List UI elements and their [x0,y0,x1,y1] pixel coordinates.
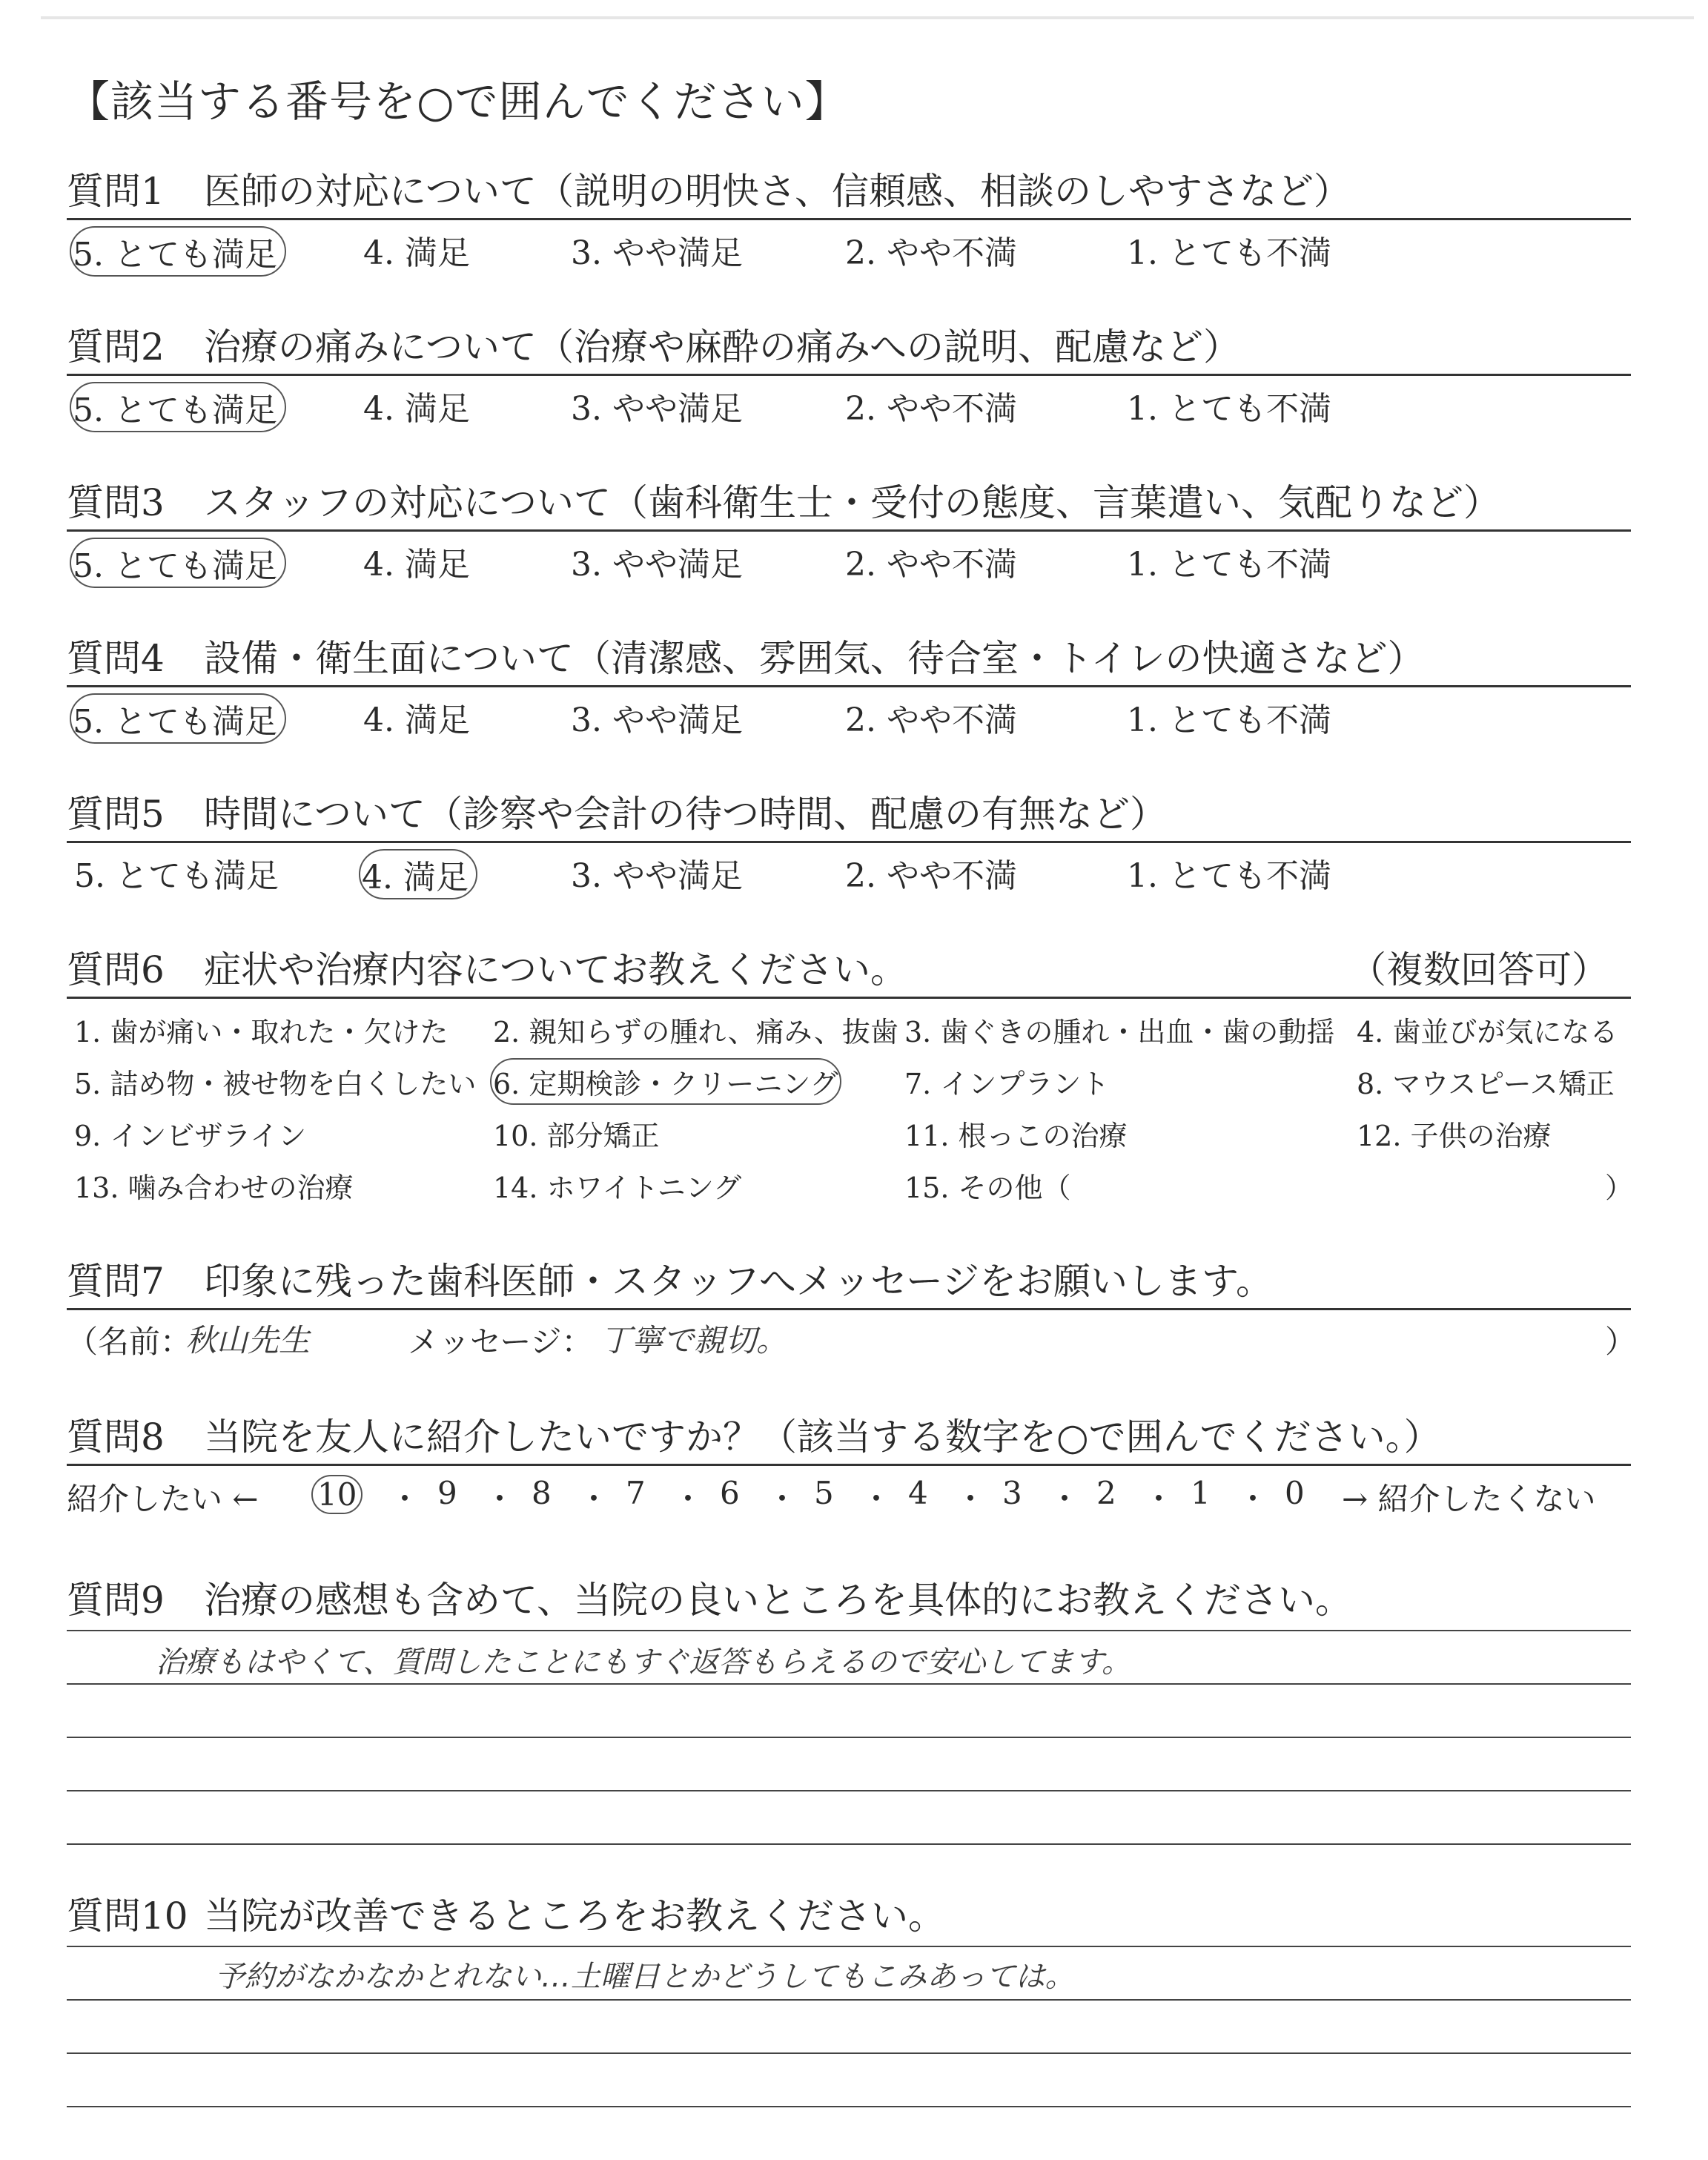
rating-option-3[interactable]: 3. やや満足 [571,390,743,428]
question-text: 当院を友人に紹介したいですか？（該当する数字を○で囲んでください。） [204,1416,1441,1459]
recommend-scale [67,1466,1631,1518]
symptom-option[interactable]: 9. インビザライン [74,1120,307,1152]
symptom-options [67,999,1634,1214]
question-number: 質問7 [67,1260,165,1303]
symptom-option[interactable]: 10. 部分矯正 [493,1120,660,1152]
other-close-paren: ） [1605,1172,1634,1204]
question-5 [67,787,1631,896]
question-text: 印象に残った歯科医師・スタッフへメッセージをお願いします。 [204,1260,1273,1303]
question-9 [67,1573,1631,1680]
symptom-option[interactable]: 7. インプラント [904,1068,1110,1100]
symptom-option[interactable]: 11. 根っこの治療 [904,1120,1128,1152]
question-text: 当院が改善できるところをお教えください。 [204,1895,945,1938]
question-3 [67,476,1631,585]
rating-option-5[interactable]: 5. とても満足 [70,538,286,588]
symptom-option[interactable]: 6. 定期検診・クリーニング [493,1061,838,1102]
rating-option-3[interactable]: 3. やや満足 [571,701,743,739]
answer-text[interactable]: 治療もはやくて、質問したことにもすぐ返答もらえるので安心してます。 [156,1645,1131,1680]
scale-option[interactable]: 8 [532,1475,552,1511]
symptom-option[interactable]: 5. 詰め物・被せ物を白くしたい [74,1068,477,1100]
rating-option-4[interactable]: 4. 満足 [359,849,477,899]
message-field[interactable]: 丁寧で親切。 [600,1322,788,1358]
scale-option[interactable]: 0 [1285,1475,1305,1511]
answer-line [67,2052,1631,2054]
scale-option[interactable]: 4 [908,1475,928,1511]
rating-option-5[interactable]: 5. とても満足 [70,226,286,277]
question-4 [67,632,1631,741]
rating-option-3[interactable]: 3. やや満足 [571,546,743,584]
question-number: 質問6 [67,948,165,991]
symptom-option[interactable]: 3. 歯ぐきの腫れ・出血・歯の動揺 [904,1016,1335,1048]
question-text: 医師の対応について（説明の明快さ、信頼感、相談のしやすさなど） [204,170,1351,213]
symptom-option[interactable]: 15. その他（ [904,1172,1071,1204]
question-1 [67,165,1631,274]
scale-right-label: → 紹介したくない [1342,1481,1596,1517]
rating-options [67,532,1631,585]
question-number: 質問3 [67,481,165,524]
question-2 [67,320,1631,429]
question-number: 質問4 [67,637,165,680]
multiple-answers-note: （複数回答可） [1349,948,1609,991]
scale-separator: ・ [578,1481,610,1517]
scale-option[interactable]: 6 [720,1475,740,1511]
symptom-option[interactable]: 8. マウスピース矯正 [1357,1068,1615,1100]
top-border [41,16,1694,19]
question-number: 質問2 [67,326,165,369]
rating-options [67,376,1631,429]
answer-line [67,1999,1631,2001]
question-number: 質問5 [67,793,165,836]
question-7 [67,1255,1637,1362]
name-field[interactable]: 秋山先生 [185,1322,311,1358]
symptom-option[interactable]: 14. ホワイトニング [493,1172,742,1204]
rating-option-2[interactable]: 2. やや不満 [845,390,1017,428]
rating-option-5[interactable]: 5. とても満足 [70,693,286,744]
rating-option-1[interactable]: 1. とても不満 [1127,701,1331,739]
rating-option-2[interactable]: 2. やや不満 [845,857,1017,895]
scale-option[interactable]: 1 [1191,1475,1211,1511]
page-title: 【該当する番号を○で囲んでください】 [67,76,849,127]
rating-option-3[interactable]: 3. やや満足 [571,857,743,895]
question-8 [67,1410,1631,1518]
name-label: （名前： [67,1324,192,1360]
rating-option-2[interactable]: 2. やや不満 [845,546,1017,584]
question-number: 質問8 [67,1416,165,1459]
scale-separator: ・ [955,1481,987,1517]
answer-line [67,1946,1631,1947]
answer-line [67,1630,1631,1631]
rating-option-5[interactable]: 5. とても満足 [70,382,286,432]
scale-option[interactable]: 7 [626,1475,646,1511]
symptom-option[interactable]: 12. 子供の治療 [1357,1120,1552,1152]
rating-option-4[interactable]: 4. 満足 [363,701,470,739]
message-row [67,1310,1637,1362]
rating-option-4[interactable]: 4. 満足 [363,546,470,584]
rating-option-2[interactable]: 2. やや不満 [845,701,1017,739]
question-text: 設備・衛生面について（清潔感、雰囲気、待合室・トイレの快適さなど） [204,637,1425,680]
scale-option[interactable]: 10 [311,1475,363,1514]
answer-line [67,1843,1631,1845]
answer-line [67,1683,1631,1685]
question-number: 質問10 [67,1895,188,1938]
scale-separator: ・ [861,1481,893,1517]
answer-line [67,1737,1631,1738]
question-text: 症状や治療内容についてお教えください。 [204,948,907,991]
question-10 [67,1889,1631,1994]
rating-options [67,687,1631,741]
message-label: メッセージ： [408,1324,593,1360]
rating-option-4[interactable]: 4. 満足 [363,234,470,272]
rating-option-1[interactable]: 1. とても不満 [1127,234,1331,272]
rating-options [67,843,1631,896]
scale-separator: ・ [1049,1481,1081,1517]
rating-options [67,220,1631,274]
rating-option-1[interactable]: 1. とても不満 [1127,857,1331,895]
question-number: 質問9 [67,1579,165,1622]
answer-line [67,2106,1631,2107]
scale-left-label: 紹介したい ← [67,1481,259,1517]
rating-option-2[interactable]: 2. やや不満 [845,234,1017,272]
scale-option[interactable]: 9 [437,1475,457,1511]
scale-separator: ・ [484,1481,516,1517]
rating-option-1[interactable]: 1. とても不満 [1127,546,1331,584]
rating-option-4[interactable]: 4. 満足 [363,390,470,428]
question-number: 質問1 [67,170,165,213]
scale-option[interactable]: 2 [1096,1475,1116,1511]
question-text: 治療の感想も含めて、当院の良いところを具体的にお教えください。 [204,1579,1352,1622]
question-6 [67,943,1634,1214]
question-text: 治療の痛みについて（治療や麻酔の痛みへの説明、配慮など） [204,326,1240,369]
answer-line [67,1790,1631,1791]
scale-separator: ・ [767,1481,798,1517]
scale-separator: ・ [1237,1481,1269,1517]
symptom-option[interactable]: 13. 噛み合わせの治療 [74,1172,354,1204]
scale-separator: ・ [672,1481,704,1517]
question-text: スタッフの対応について（歯科衛生士・受付の態度、言葉遣い、気配りなど） [204,481,1500,524]
scale-option[interactable]: 5 [814,1475,834,1511]
scale-option[interactable]: 3 [1002,1475,1022,1511]
answer-text[interactable]: 予約がなかなかとれない…土曜日とかどうしてもこみあっては。 [215,1960,1075,1994]
question-text: 時間について（診察や会計の待つ時間、配慮の有無など） [204,793,1167,836]
rating-option-3[interactable]: 3. やや満足 [571,234,743,272]
rating-option-1[interactable]: 1. とても不満 [1127,390,1331,428]
scale-separator: ・ [389,1481,421,1517]
close-paren: ） [1605,1324,1637,1360]
symptom-option[interactable]: 2. 親知らずの腫れ、痛み、抜歯 [493,1016,898,1048]
symptom-option[interactable]: 4. 歯並びが気になる [1357,1016,1618,1048]
scale-separator: ・ [1143,1481,1175,1517]
symptom-option[interactable]: 1. 歯が痛い・取れた・欠けた [74,1016,448,1048]
rating-option-5[interactable]: 5. とても満足 [74,857,279,895]
